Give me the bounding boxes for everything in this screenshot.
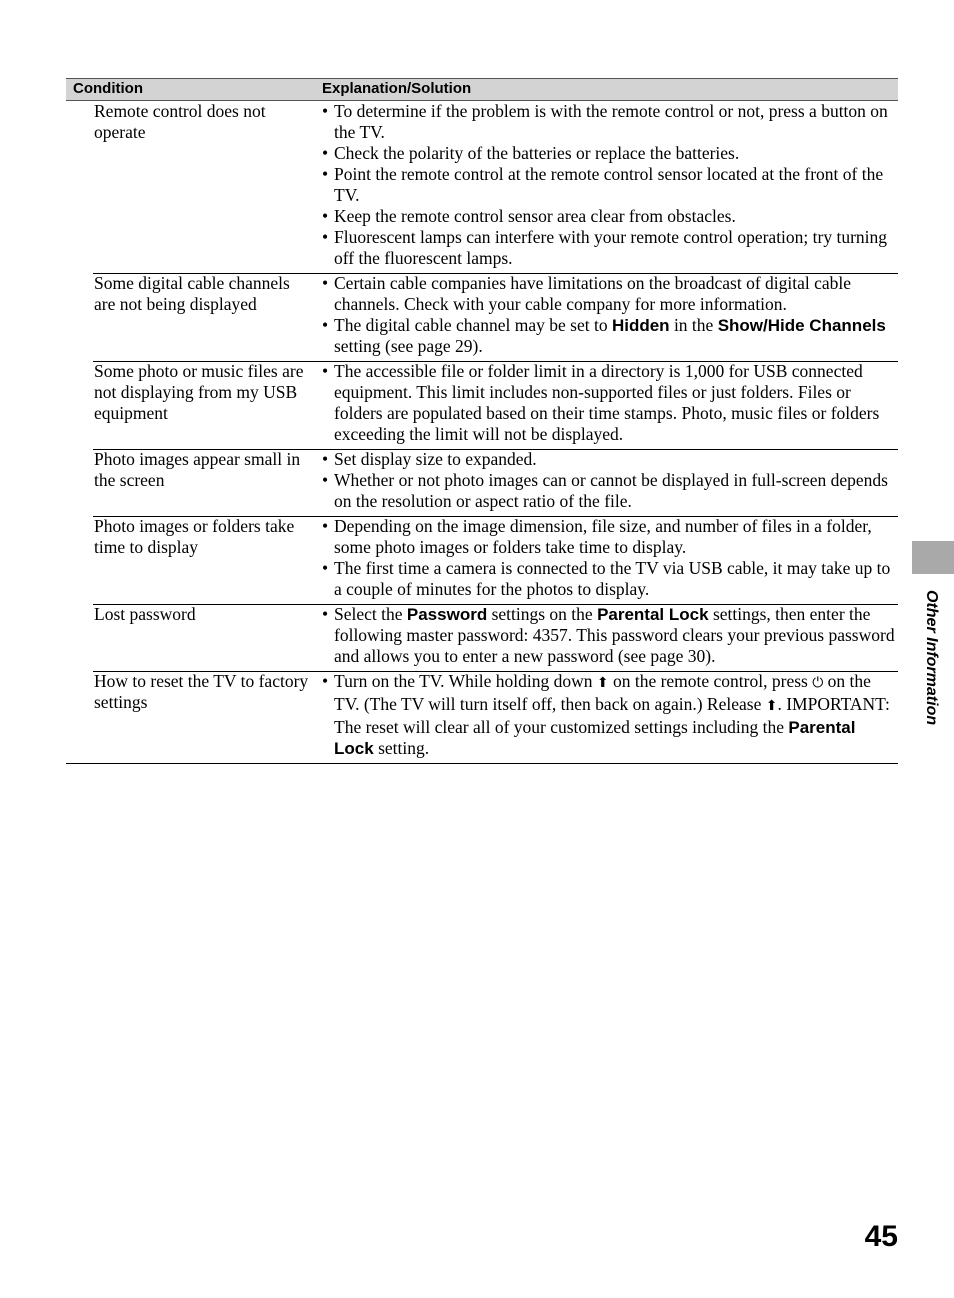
solution-item: [322, 101, 898, 143]
up-arrow-icon: ⬆: [596, 675, 609, 691]
solution-cell: [322, 273, 898, 357]
solution-list: [322, 361, 898, 445]
troubleshooting-table: [66, 78, 898, 764]
condition-cell: Lost password: [94, 604, 196, 624]
solution-item: [322, 227, 898, 269]
page-number: 45: [864, 1220, 898, 1253]
solution-item: [322, 273, 898, 315]
solution-list: [322, 273, 898, 357]
table-row: [66, 516, 898, 604]
solution-text: Turn on the TV. While holding down: [334, 671, 597, 691]
solution-text: in the: [669, 315, 718, 335]
solution-list: [322, 516, 898, 600]
setting-name: Hidden: [611, 316, 670, 335]
solution-text: The accessible file or folder limit in a directory is 1,000 for USB connected equipment. This limit includes non-supported files or just folders. Files or folders are populated based on their time stamps. Photo, music files or folders exceeding the limit will not be displayed.: [334, 361, 880, 444]
solution-item: [322, 361, 898, 445]
solution-text: Point the remote control at the remote control sensor located at the front of the TV.: [334, 164, 884, 205]
condition-cell: Remote control does not operate: [94, 101, 266, 142]
solution-text: Select the: [334, 604, 407, 624]
header-solution: Explanation/Solution: [322, 80, 472, 97]
solution-item: [322, 604, 898, 667]
solution-cell: [322, 671, 898, 759]
solution-text: setting.: [373, 738, 430, 758]
solution-text: The first time a camera is connected to the TV via USB cable, it may take up to a couple of minutes for the photos to display.: [334, 558, 891, 599]
solution-text: Check the polarity of the batteries or replace the batteries.: [334, 143, 740, 163]
table-row: [66, 361, 898, 449]
solution-item: [322, 558, 898, 600]
table-header: [66, 78, 898, 101]
section-label-text: Other Information: [923, 590, 940, 726]
solution-cell: [322, 101, 898, 269]
solution-cell: [322, 604, 898, 667]
table-row: [66, 273, 898, 361]
solution-text: on the TV. (The TV will turn itself off, then back on again.) Release: [334, 671, 871, 714]
setting-name: Password: [406, 605, 488, 624]
solution-item: [322, 671, 898, 759]
solution-list: [322, 671, 898, 759]
solution-text: Whether or not photo images can or cannot be displayed in full-screen depends on the resolution or aspect ratio of the file.: [334, 470, 888, 511]
solution-text: settings, then enter the following master password: 4357. This password clears your previous password and allows you to enter a new password (see page 30).: [334, 604, 895, 666]
condition-cell: Some photo or music files are not displaying from my USB equipment: [94, 361, 304, 423]
solution-item: [322, 164, 898, 206]
solution-cell: [322, 449, 898, 512]
table-row: [66, 604, 898, 671]
solution-cell: [322, 516, 898, 600]
setting-name: Parental Lock: [597, 605, 709, 624]
setting-name: Show/Hide Channels: [717, 316, 886, 335]
solution-text: The digital cable channel may be set to: [334, 315, 612, 335]
condition-cell: Photo images appear small in the screen: [94, 449, 301, 490]
solution-text: Depending on the image dimension, file size, and number of files in a folder, some photo images or folders take time to display.: [334, 516, 872, 557]
up-arrow-icon: ⬆: [765, 698, 778, 714]
solution-item: [322, 206, 898, 227]
condition-cell: How to reset the TV to factory settings: [94, 671, 309, 712]
table-row: [66, 449, 898, 516]
condition-cell: Photo images or folders take time to display: [94, 516, 295, 557]
solution-item: [322, 449, 898, 470]
solution-item: [322, 315, 898, 357]
section-tab: [912, 541, 954, 574]
header-condition: Condition: [73, 80, 143, 97]
solution-text: Certain cable companies have limitations on the broadcast of digital cable channels. Check with your cable company for more information.: [334, 273, 852, 314]
solution-text: Fluorescent lamps can interfere with your remote control operation; try turning off the fluorescent lamps.: [334, 227, 888, 268]
solution-text: setting (see page 29).: [334, 336, 483, 356]
condition-cell: Some digital cable channels are not being displayed: [94, 273, 290, 314]
solution-text: on the remote control, press: [608, 671, 813, 691]
solution-text: . IMPORTANT: The reset will clear all of your customized settings including the: [334, 694, 890, 737]
setting-name: Parental Lock: [334, 718, 856, 758]
solution-text: To determine if the problem is with the remote control or not, press a button on the TV.: [334, 101, 888, 142]
solution-text: Keep the remote control sensor area clear from obstacles.: [334, 206, 736, 226]
solution-item: [322, 143, 898, 164]
solution-list: [322, 604, 898, 667]
table-body: [66, 101, 898, 763]
solution-list: [322, 101, 898, 269]
solution-text: settings on the: [487, 604, 598, 624]
power-icon: ⏻: [812, 675, 824, 691]
solution-list: [322, 449, 898, 512]
section-tab-label: [922, 590, 952, 760]
table-row: [66, 671, 898, 763]
solution-item: [322, 470, 898, 512]
solution-text: Set display size to expanded.: [334, 449, 537, 469]
solution-cell: [322, 361, 898, 445]
table-row: [66, 101, 898, 273]
solution-item: [322, 516, 898, 558]
